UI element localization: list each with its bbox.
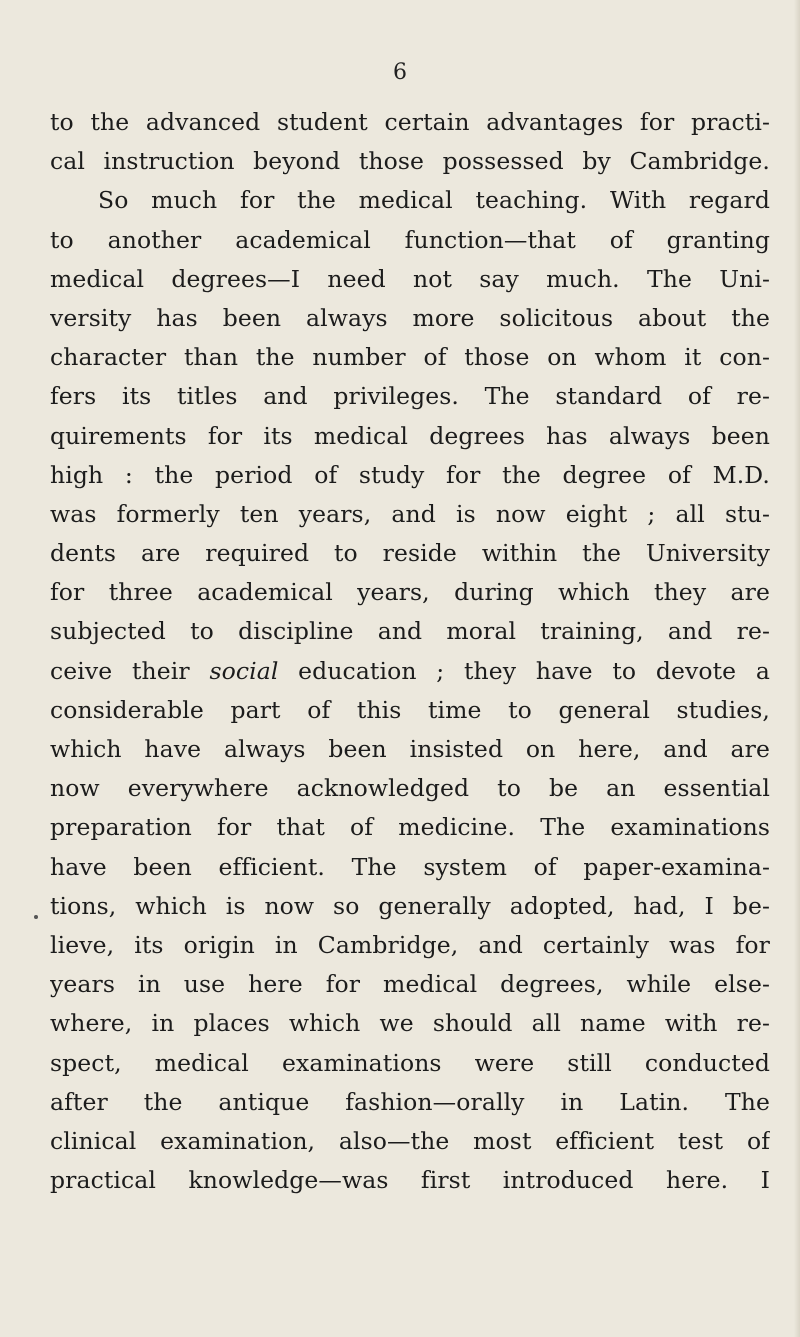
text-line: cal instruction beyond those possessed by Cambridge. xyxy=(50,147,770,176)
text-line: where, in places which we should all name with re- xyxy=(50,1009,770,1038)
text-line-with-italic xyxy=(50,652,770,691)
text-line: tions, which is now so generally adopted, had, I be- xyxy=(50,891,770,920)
text-line: considerable part of this time to general studies, xyxy=(50,695,770,724)
italic-word: social xyxy=(209,656,279,685)
text-line: versity has been always more solicitous about the xyxy=(50,303,770,332)
text-line: after the antique fashion—orally in Latin. The xyxy=(50,1087,770,1116)
text-line: lieve, its origin in Cambridge, and certainly was for xyxy=(50,930,770,959)
text-line: So much for the medical teaching. With regard xyxy=(98,186,770,215)
text-line: medical degrees—I need not say much. The Uni- xyxy=(50,264,770,293)
text-line: for three academical years, during which they are xyxy=(50,578,770,607)
text-line: character than the number of those on whom it con- xyxy=(50,343,770,372)
text-line: dents are required to reside within the University xyxy=(50,539,770,568)
text-span: education ; they have to devote a xyxy=(278,656,770,685)
text-line: high : the period of study for the degree of M.D. xyxy=(50,460,770,489)
text-line: which have always been insisted on here, and are xyxy=(50,735,770,763)
text-line: practical knowledge—was first introduced here. I xyxy=(50,1166,770,1195)
text-line: have been efficient. The system of paper-examina- xyxy=(50,852,770,881)
text-line: years in use here for medical degrees, while else- xyxy=(50,970,770,999)
text-line: was formerly ten years, and is now eight ; all stu- xyxy=(50,499,770,528)
text-line: subjected to discipline and moral training, and re- xyxy=(50,617,770,646)
text-line: quirements for its medical degrees has always been xyxy=(50,421,770,450)
page-edge-shadow xyxy=(794,0,800,1337)
text-line: clinical examination, also—the most efficient test of xyxy=(50,1126,770,1155)
text-line: to another academical function—that of granting xyxy=(50,225,770,254)
text-line: spect, medical examinations were still conducted xyxy=(50,1048,770,1077)
text-line: preparation for that of medicine. The examinations xyxy=(50,813,770,842)
text-line: to the advanced student certain advantages for practi- xyxy=(50,108,770,136)
page-number: 6 xyxy=(393,60,407,85)
margin-speck xyxy=(34,915,38,919)
text-line: fers its titles and privileges. The standard of re- xyxy=(50,382,770,411)
text-line: now everywhere acknowledged to be an essential xyxy=(50,774,770,803)
body-text xyxy=(50,103,770,1200)
text-span: ceive their xyxy=(50,656,210,685)
